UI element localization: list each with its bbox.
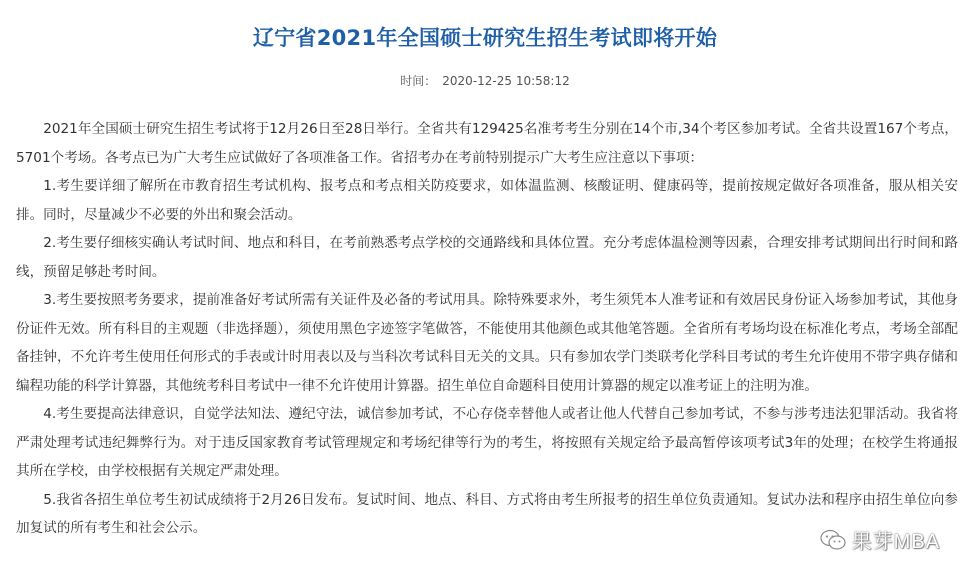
publish-time-label: 时间：	[400, 74, 437, 88]
paragraph-item-2: 2.考生要仔细核实确认考试时间、地点和科目，在考前熟悉考点学校的交通路线和具体位置。充分考虑体温检测等因素，合理安排考试期间出行时间和路线，预留足够赴考时间。	[16, 235, 958, 280]
article-body	[16, 115, 958, 543]
watermark-text: 果芽MBA	[851, 531, 940, 553]
publish-time	[0, 71, 970, 91]
watermark	[820, 525, 940, 554]
publish-time-value: 2020-12-25 10:58:12	[442, 74, 570, 88]
paragraph-item-4: 4.考生要提高法律意识，自觉学法知法、遵纪守法，诚信参加考试，不心存侥幸替他人或者让他人代替自己参加考试，不参与涉考违法犯罪活动。我省将严肃处理考试违纪舞弊行为。对于违反国家教育考试管理规定和考场纪律等行为的考生，将按照有关规定给予最高暂停该项考试3年的处理；在校学生将通报其所在学校，由学校根据有关规定严肃处理。	[16, 406, 958, 479]
wechat-icon	[820, 529, 846, 551]
article-title: 辽宁省2021年全国硕士研究生招生考试即将开始	[252, 26, 718, 50]
paragraph-item-3: 3.考生要按照考务要求，提前准备好考试所需有关证件及必备的考试用具。除特殊要求外，考生须凭本人准考证和有效居民身份证入场参加考试，其他身份证件无效。所有科目的主观题（非选择题），须使用黑色字迹签字笔做答，不能使用其他颜色或其他笔答题。全省所有考场均设在标准化考点，考场全部配备挂钟，不允许考生使用任何形式的手表或计时用表以及与当科次考试科目无关的文具。只有参加农学门类联考化学科目考试的考生允许使用不带字典存储和编程功能的科学计算器，其他统考科目考试中一律不允许使用计算器。招生单位自命题科目使用计算器的规定以准考证上的注明为准。	[16, 292, 958, 394]
paragraph-intro: 2021年全国硕士研究生招生考试将于12月26日至28日举行。全省共有129425名准考考生分别在14个市,34个考区参加考试。全省共设置167个考点，5701个考场。各考点已为广大考生应试做好了各项准备工作。省招考办在考前特别提示广大考生应注意以下事项：	[16, 121, 958, 166]
paragraph-item-1: 1.考生要详细了解所在市教育招生考试机构、报考点和考点相关防疫要求，如体温监测、核酸证明、健康码等，提前按规定做好各项准备，服从相关安排。同时，尽量减少不必要的外出和聚会活动。	[16, 178, 958, 223]
paragraph-item-5: 5.我省各招生单位考生初试成绩将于2月26日发布。复试时间、地点、科目、方式将由考生所报考的招生单位负责通知。复试办法和程序由招生单位向参加复试的所有考生和社会公示。	[16, 491, 958, 536]
